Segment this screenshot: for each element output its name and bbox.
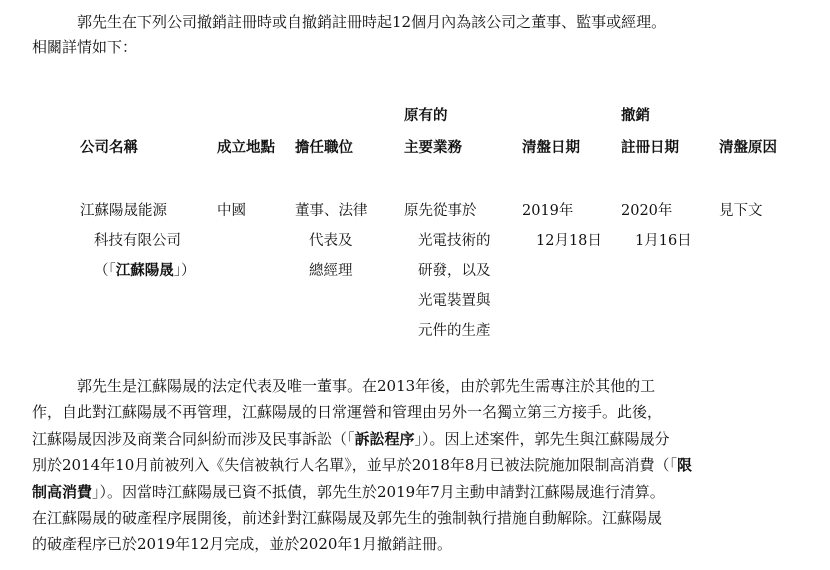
body-line-4: 別於2014年10月前被列入《失信被執行人名單》，並早於2018年8月已被法院施加限制高消費（「限 — [32, 456, 692, 475]
header-business-top: 原有的 — [404, 107, 448, 124]
intro-line-2: 相關詳情如下： — [32, 38, 138, 56]
cell-position: 董事、法律 代表及 總經理 — [295, 203, 368, 279]
body-line-3: 江蘇陽晟因涉及商業合同糾紛而涉及民事訴訟（「訴訟程序」）。因上述案件，郭先生與江蘇陽晟分 — [32, 429, 670, 448]
header-position: 擔任職位 — [295, 139, 353, 156]
body-line-2: 作，自此對江蘇陽晟不再管理，江蘇陽晟的日常運營和管理由另外一名獨立第三方接手。此後， — [32, 403, 663, 422]
cell-reason: 見下文 — [719, 203, 763, 219]
header-company-name: 公司名稱 — [80, 139, 138, 156]
header-liquidation-date: 清盤日期 — [522, 139, 580, 156]
intro-line-1: 郭先生在下列公司撤銷註冊時或自撤銷註冊時起12個月內為該公司之董事、監事或經理。 — [77, 13, 667, 31]
body-line-7: 的破產程序已於2019年12月完成，並於2020年1月撤銷註冊。 — [32, 535, 452, 554]
cell-deregistration-date: 2020年 1月16日 — [621, 203, 692, 249]
cell-company-name: 江蘇陽晟能源 科技有限公司 （「江蘇陽晟」） — [80, 203, 196, 279]
cell-place: 中國 — [217, 203, 246, 219]
body-line-6: 在江蘇陽晟的破產程序展開後，前述針對江蘇陽晟及郭先生的強制執行措施自動解除。江蘇陽晟 — [32, 509, 663, 528]
header-deregistration-date: 註冊日期 — [621, 139, 679, 156]
body-paragraph — [32, 373, 818, 558]
cell-business: 原先從事於 光電技術的 研發，以及 光電裝置與 元件的生產 — [404, 203, 491, 339]
header-reason: 清盤原因 — [719, 139, 777, 156]
cell-liquidation-date: 2019年 12月18日 — [522, 203, 602, 249]
header-business: 主要業務 — [404, 139, 462, 156]
header-place: 成立地點 — [217, 139, 275, 156]
body-line-5: 制高消費」）。因當時江蘇陽晟已資不抵債，郭先生於2019年7月主動申請對江蘇陽晟進行清算。 — [32, 482, 665, 501]
intro-paragraph — [32, 10, 818, 60]
header-deregistration-top: 撤銷 — [621, 107, 650, 124]
body-line-1: 郭先生是江蘇陽晟的法定代表及唯一董事。在2013年後，由於郭先生需專注於其他的工 — [77, 377, 656, 395]
term-litigation: 訴訟程序 — [354, 429, 415, 448]
term-restriction-part1: 限 — [676, 456, 692, 475]
term-restriction-part2: 制高消費 — [32, 482, 93, 501]
